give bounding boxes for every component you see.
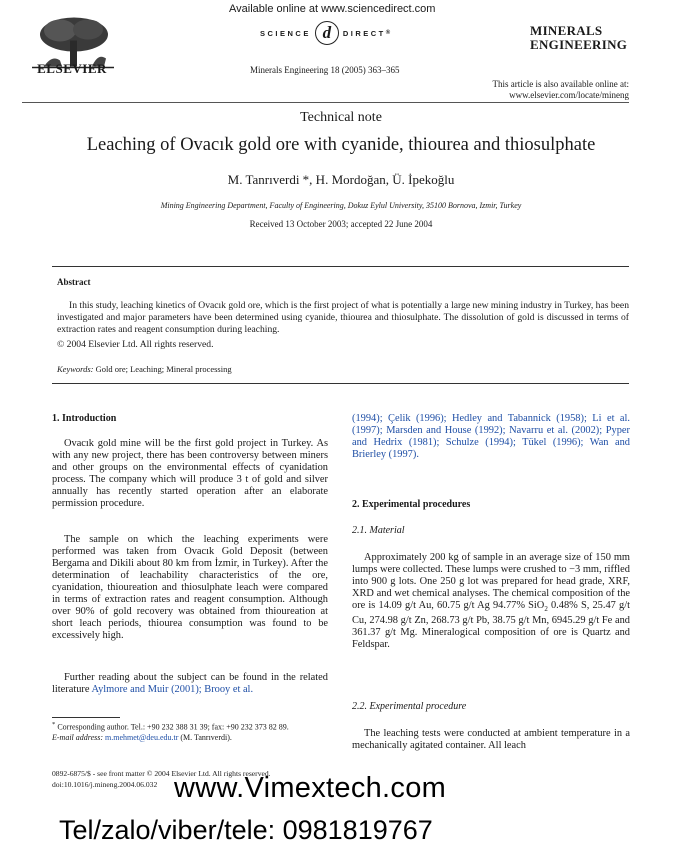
keywords-label: Keywords: (57, 364, 94, 374)
article-type: Technical note (300, 110, 382, 125)
abstract-heading: Abstract (57, 277, 91, 287)
journal-reference: Minerals Engineering 18 (2005) 363–365 (250, 65, 400, 75)
intro-paragraph-3 (52, 672, 328, 696)
footnote-rule (52, 717, 120, 718)
footer-doi[interactable]: doi:10.1016/j.mineng.2004.06.032 (52, 780, 158, 789)
keywords-list: Gold ore; Leaching; Mineral processing (95, 364, 232, 374)
intro-paragraph-2: The sample on which the leaching experiments were performed was taken from Ovacık Gold Deposit (between Bergama and Dikili about 80 km from İzmir, in Turkey). After the determination of leachability characteristics of the ore, cyanidation, thioureation and thiosulphate leach were compared in terms of extraction rates and reagent consumption. Although over 90% of gold recovery was obtained from thioureation at short leach periods, thiourea consumption was found to be excessively high. (52, 534, 328, 641)
journal-name-line1: MINERALS (530, 23, 603, 38)
footnote-star: * (52, 721, 56, 728)
received-dates: Received 13 October 2003; accepted 22 June 2004 (249, 219, 433, 229)
material-text-b: 0.48% S, 25.47 g/t Cu, 274.98 g/t Zn, 268.73 g/t Pb, 38.75 g/t Mn, 6945.29 g/t Fe and 361.37 g/t Mg. Mineralogical composition of ore is Quartz and Feldspar. (352, 600, 630, 651)
material-subscript: 2 (544, 605, 548, 614)
sd-right-text: DIRECT (342, 28, 386, 38)
intro-paragraph-1: Ovacık gold mine will be the first gold project in Turkey. As with any new project, there has been controversy between miners and other groups on the environmental effects of cyanidation process. The company which will produce 3 t of gold and silver annually has recently started operation after an elaborate permission procedure. (52, 438, 328, 509)
email-owner: (M. Tanrıverdi). (178, 732, 232, 742)
section-heading-introduction: 1. Introduction (52, 413, 117, 424)
footer-front-matter: 0892-6875/$ - see front matter © 2004 Elsevier Ltd. All rights reserved. (52, 769, 271, 778)
material-paragraph (352, 552, 630, 651)
corresponding-author-footnote (52, 720, 328, 743)
journal-name-line2: ENGINEERING (530, 37, 628, 52)
footnote-contact: Corresponding author. Tel.: +90 232 388 31 39; fax: +90 232 373 82 89. (55, 722, 289, 732)
intro-p3-text: Further reading about the subject can be found in the related literature (52, 672, 328, 695)
available-online-text[interactable]: Available online at www.sciencedirect.com (229, 3, 436, 15)
article-authors: M. Tanrıverdi *, H. Mordoğan, Ü. İpekoğlu (227, 172, 455, 187)
header-divider (22, 102, 629, 103)
publisher-name: ELSEVIER (37, 61, 107, 76)
online-availability-note (493, 79, 629, 101)
intro-p3-reference-links[interactable]: Aylmore and Muir (2001); Brooy et al. (91, 684, 254, 695)
article-title: Leaching of Ovacık gold ore with cyanide, thiourea and thiosulphate (86, 135, 596, 155)
abstract-copyright: © 2004 Elsevier Ltd. All rights reserved. (57, 339, 214, 350)
sd-registered-mark: ® (385, 30, 391, 36)
email-label: E-mail address: (52, 732, 104, 742)
watermark-phone: Tel/zalo/viber/tele: 0981819767 (59, 815, 433, 845)
email-link[interactable]: m.mehmet@deu.edu.tr (105, 732, 179, 742)
abstract-body: In this study, leaching kinetics of Ovacık gold ore, which is the first project of what is potentially a large new mining industry in Turkey, has been investigated and major parameters have been determined using cyanide, thiourea and thiosulphate. The dissolution of gold is discussed in terms of extraction rates and reagent consumption during leaching. (57, 300, 629, 335)
sd-circle-mark: d (315, 21, 339, 45)
material-text-a: Approximately 200 kg of sample in an average size of 150 mm lumps were collected. These lumps were crushed to −3 mm, riffled into 900 g lots. One 250 g lot was prepared for head grade, XRF, XRD and wet chemical analyses. The chemical composition of the ore is 14.09 g/t Au, 60.75 g/t Ag 94.77% SiO (352, 552, 630, 611)
sciencedirect-logo (260, 20, 390, 46)
watermark-website: www.Vimextech.com (174, 772, 447, 804)
keywords (57, 364, 232, 374)
author-affiliation: Mining Engineering Department, Faculty of Engineering, Dokuz Eylul University, 35100 Bornova, Izmir, Turkey (160, 201, 522, 210)
sd-left-text: SCIENCE (260, 28, 311, 38)
abstract-top-rule (52, 266, 629, 267)
journal-name (530, 24, 627, 52)
subsection-heading-material: 2.1. Material (352, 525, 405, 536)
footnote-corresponding (52, 720, 328, 733)
online-note-url[interactable]: www.elsevier.com/locate/mineng (509, 90, 629, 100)
footnote-email (52, 733, 328, 743)
online-note-line1: This article is also available online at: (492, 79, 629, 89)
procedure-paragraph: The leaching tests were conducted at ambient temperature in a mechanically agitated container. All leach (352, 728, 630, 751)
subsection-heading-procedure: 2.2. Experimental procedure (352, 701, 467, 712)
references-continued[interactable]: (1994); Çelik (1996); Hedley and Tabannick (1958); Li et al. (1997); Marsden and House (1992); Navarru et al. (2002); Pyper and Hedrix (1981); Schulze (1994); Tükel (1996); Wan and Brierley (1997). (352, 413, 630, 460)
section-heading-experimental: 2. Experimental procedures (352, 499, 471, 510)
abstract-bottom-rule (52, 383, 629, 384)
